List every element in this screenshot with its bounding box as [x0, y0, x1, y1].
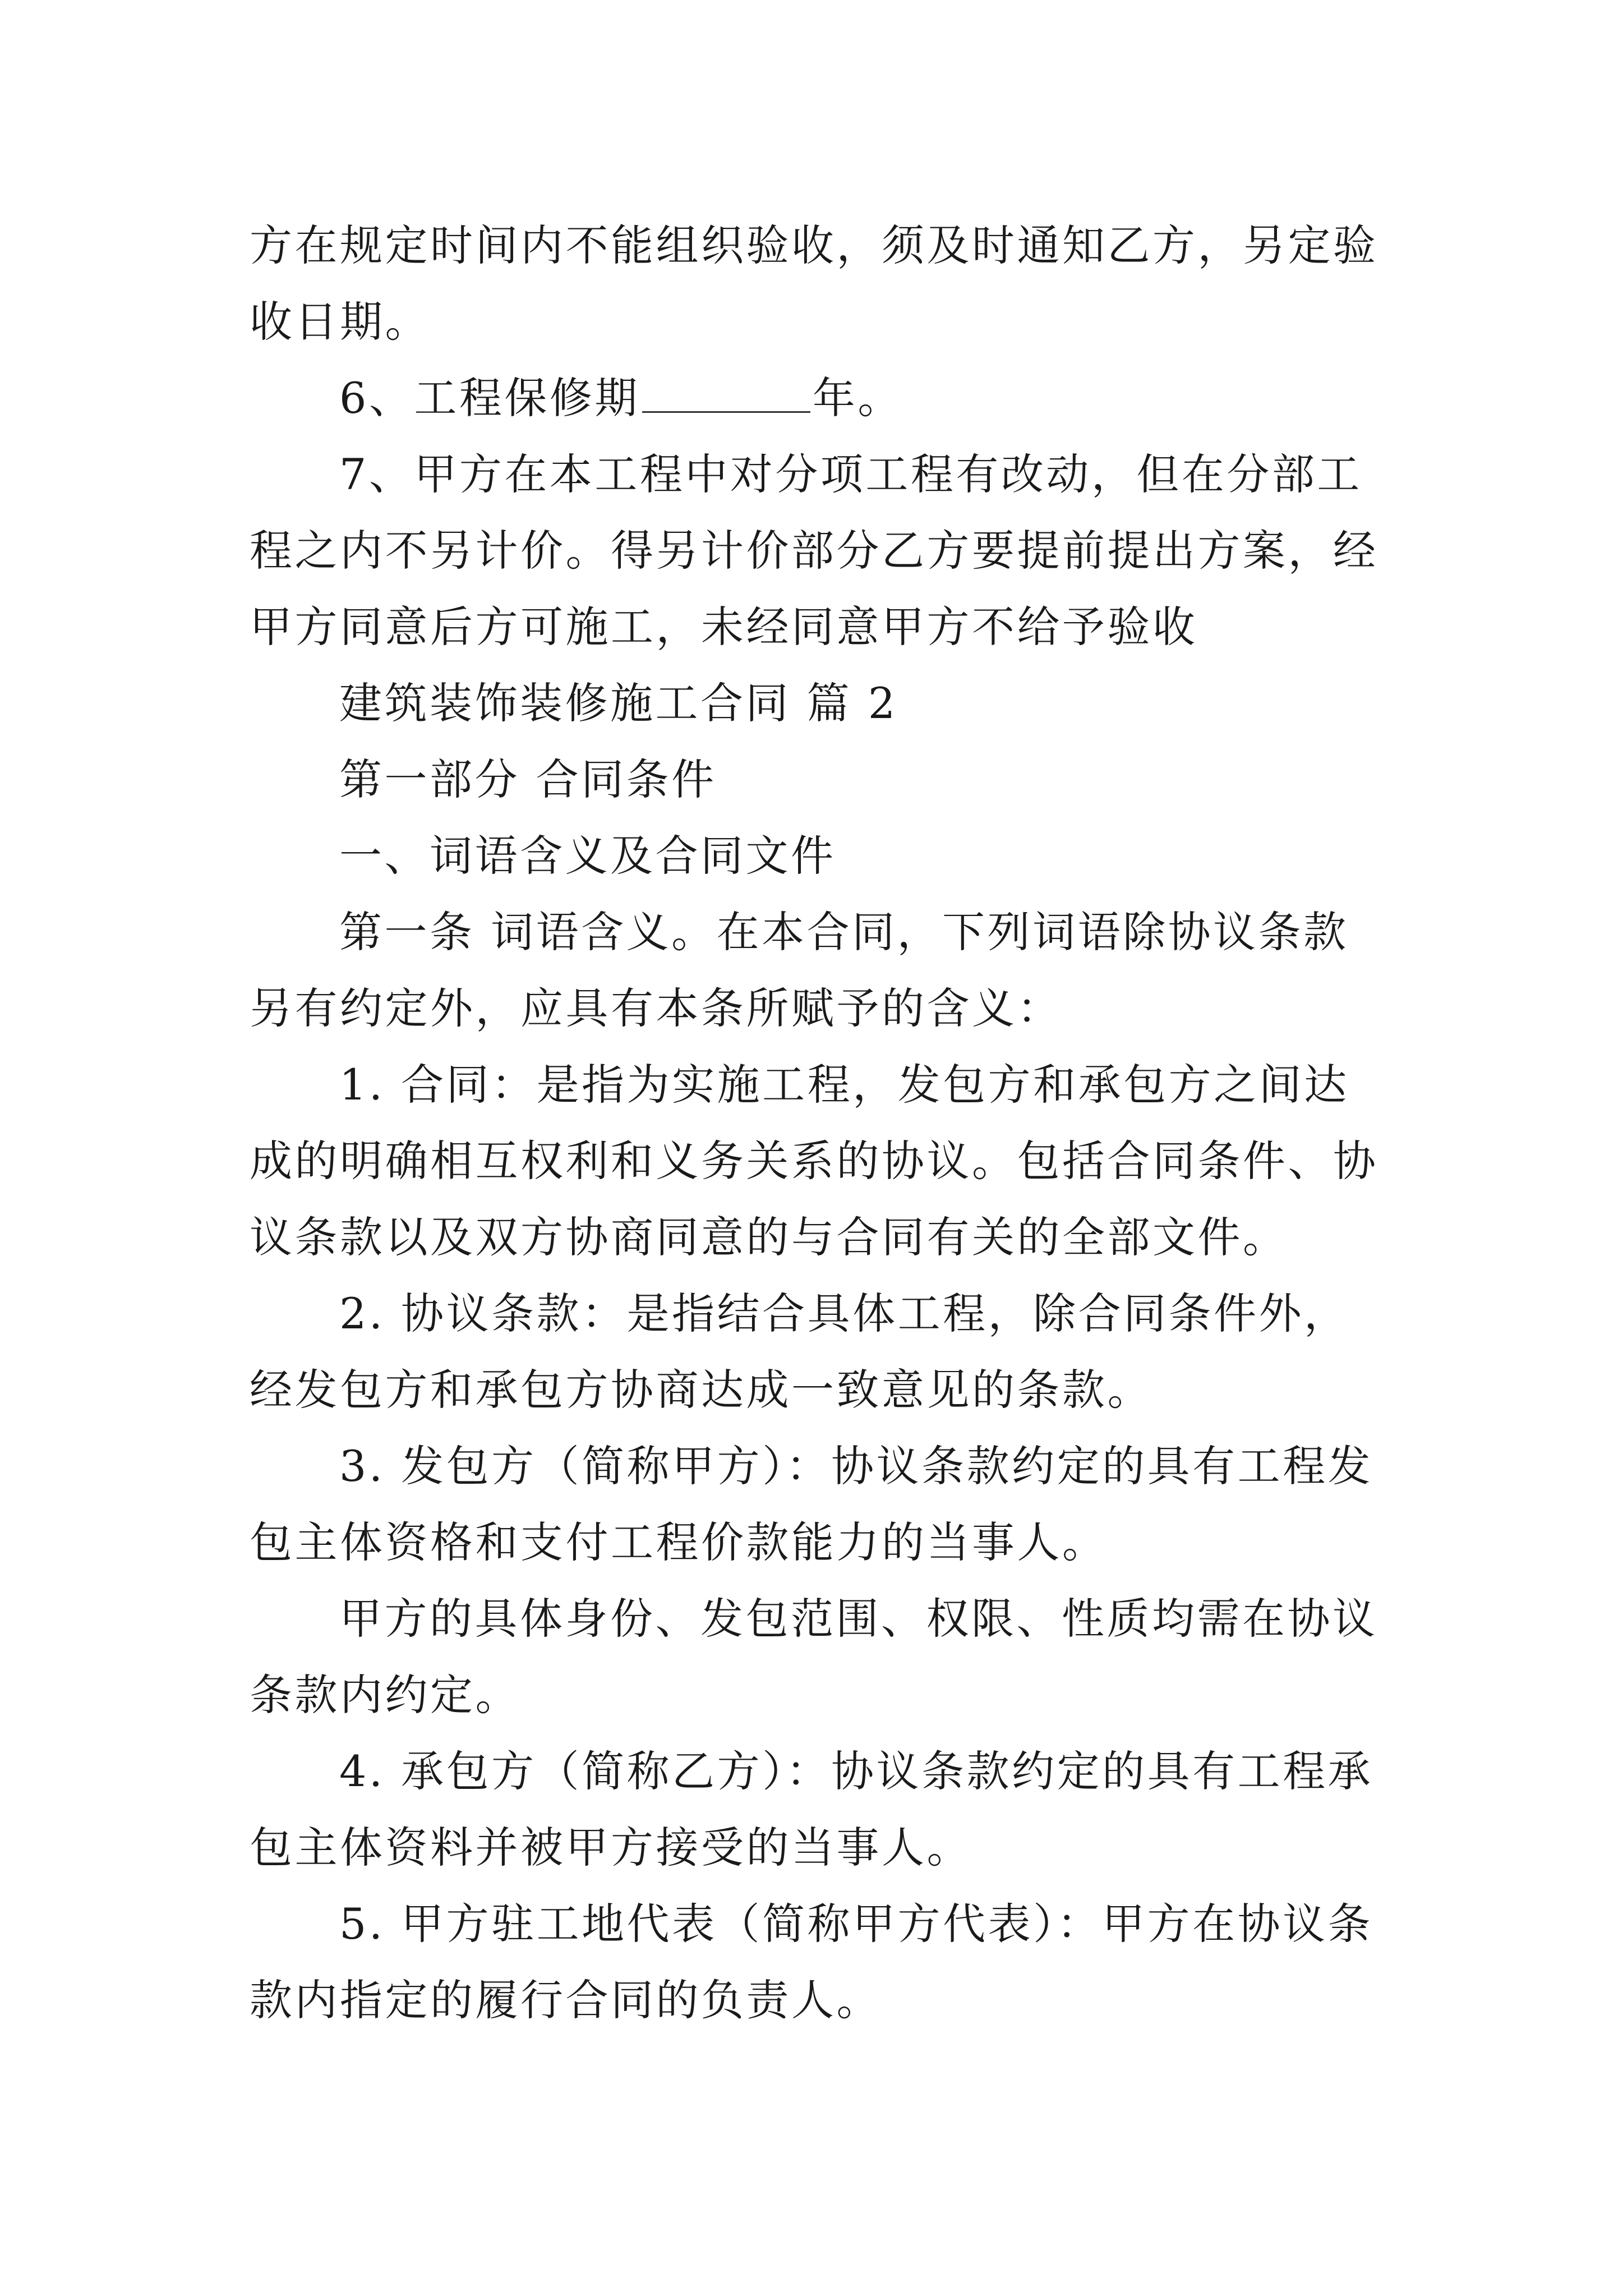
- definition-contractor: 4. 承包方（简称乙方）：协议条款约定的具有工程承包主体资料并被甲方接受的当事人。: [250, 1746, 1373, 1872]
- warranty-label: 6、工程保修期: [339, 373, 640, 423]
- section-heading-contract-2: 建筑装饰装修施工合同 篇 2: [339, 678, 898, 728]
- warranty-unit: 年。: [812, 373, 903, 423]
- paragraph-warranty-period: [250, 360, 1394, 436]
- paragraph-item-7: 7、甲方在本工程中对分项工程有改动，但在分部工程之内不另计价。得另计价部分乙方要提前提出方案，经甲方同意后方可施工，未经同意甲方不给予验收: [250, 449, 1378, 652]
- chapter-heading: 一、词语含义及合同文件: [339, 831, 836, 881]
- definition-employer: 3. 发包方（简称甲方）：协议条款约定的具有工程发包主体资格和支付工程价款能力的当事人。: [250, 1441, 1373, 1567]
- warranty-blank-field: [642, 378, 810, 413]
- document-body: [250, 208, 1394, 2039]
- definition-agreement-terms: 2. 协议条款：是指结合具体工程，除合同条件外，经发包方和承包方协商达成一致意见的条款。: [250, 1289, 1349, 1415]
- part-heading: 第一部分 合同条件: [339, 754, 717, 804]
- definition-employer-representative: 5. 甲方驻工地代表（简称甲方代表）：甲方在协议条款内指定的履行合同的负责人。: [250, 1899, 1373, 2025]
- definition-contract: 1. 合同：是指为实施工程，发包方和承包方之间达成的明确相互权利和义务关系的协议。包括合同条件、协议条款以及双方协商同意的与合同有关的全部文件。: [250, 1060, 1378, 1262]
- paragraph-employer-details: 甲方的具体身份、发包范围、权限、性质均需在协议条款内约定。: [250, 1594, 1378, 1720]
- paragraph-acceptance-date: 方在规定时间内不能组织验收，须及时通知乙方，另定验收日期。: [250, 220, 1378, 347]
- article-1: 第一条 词语含义。在本合同，下列词语除协议条款另有约定外，应具有本条所赋予的含义：: [250, 907, 1349, 1033]
